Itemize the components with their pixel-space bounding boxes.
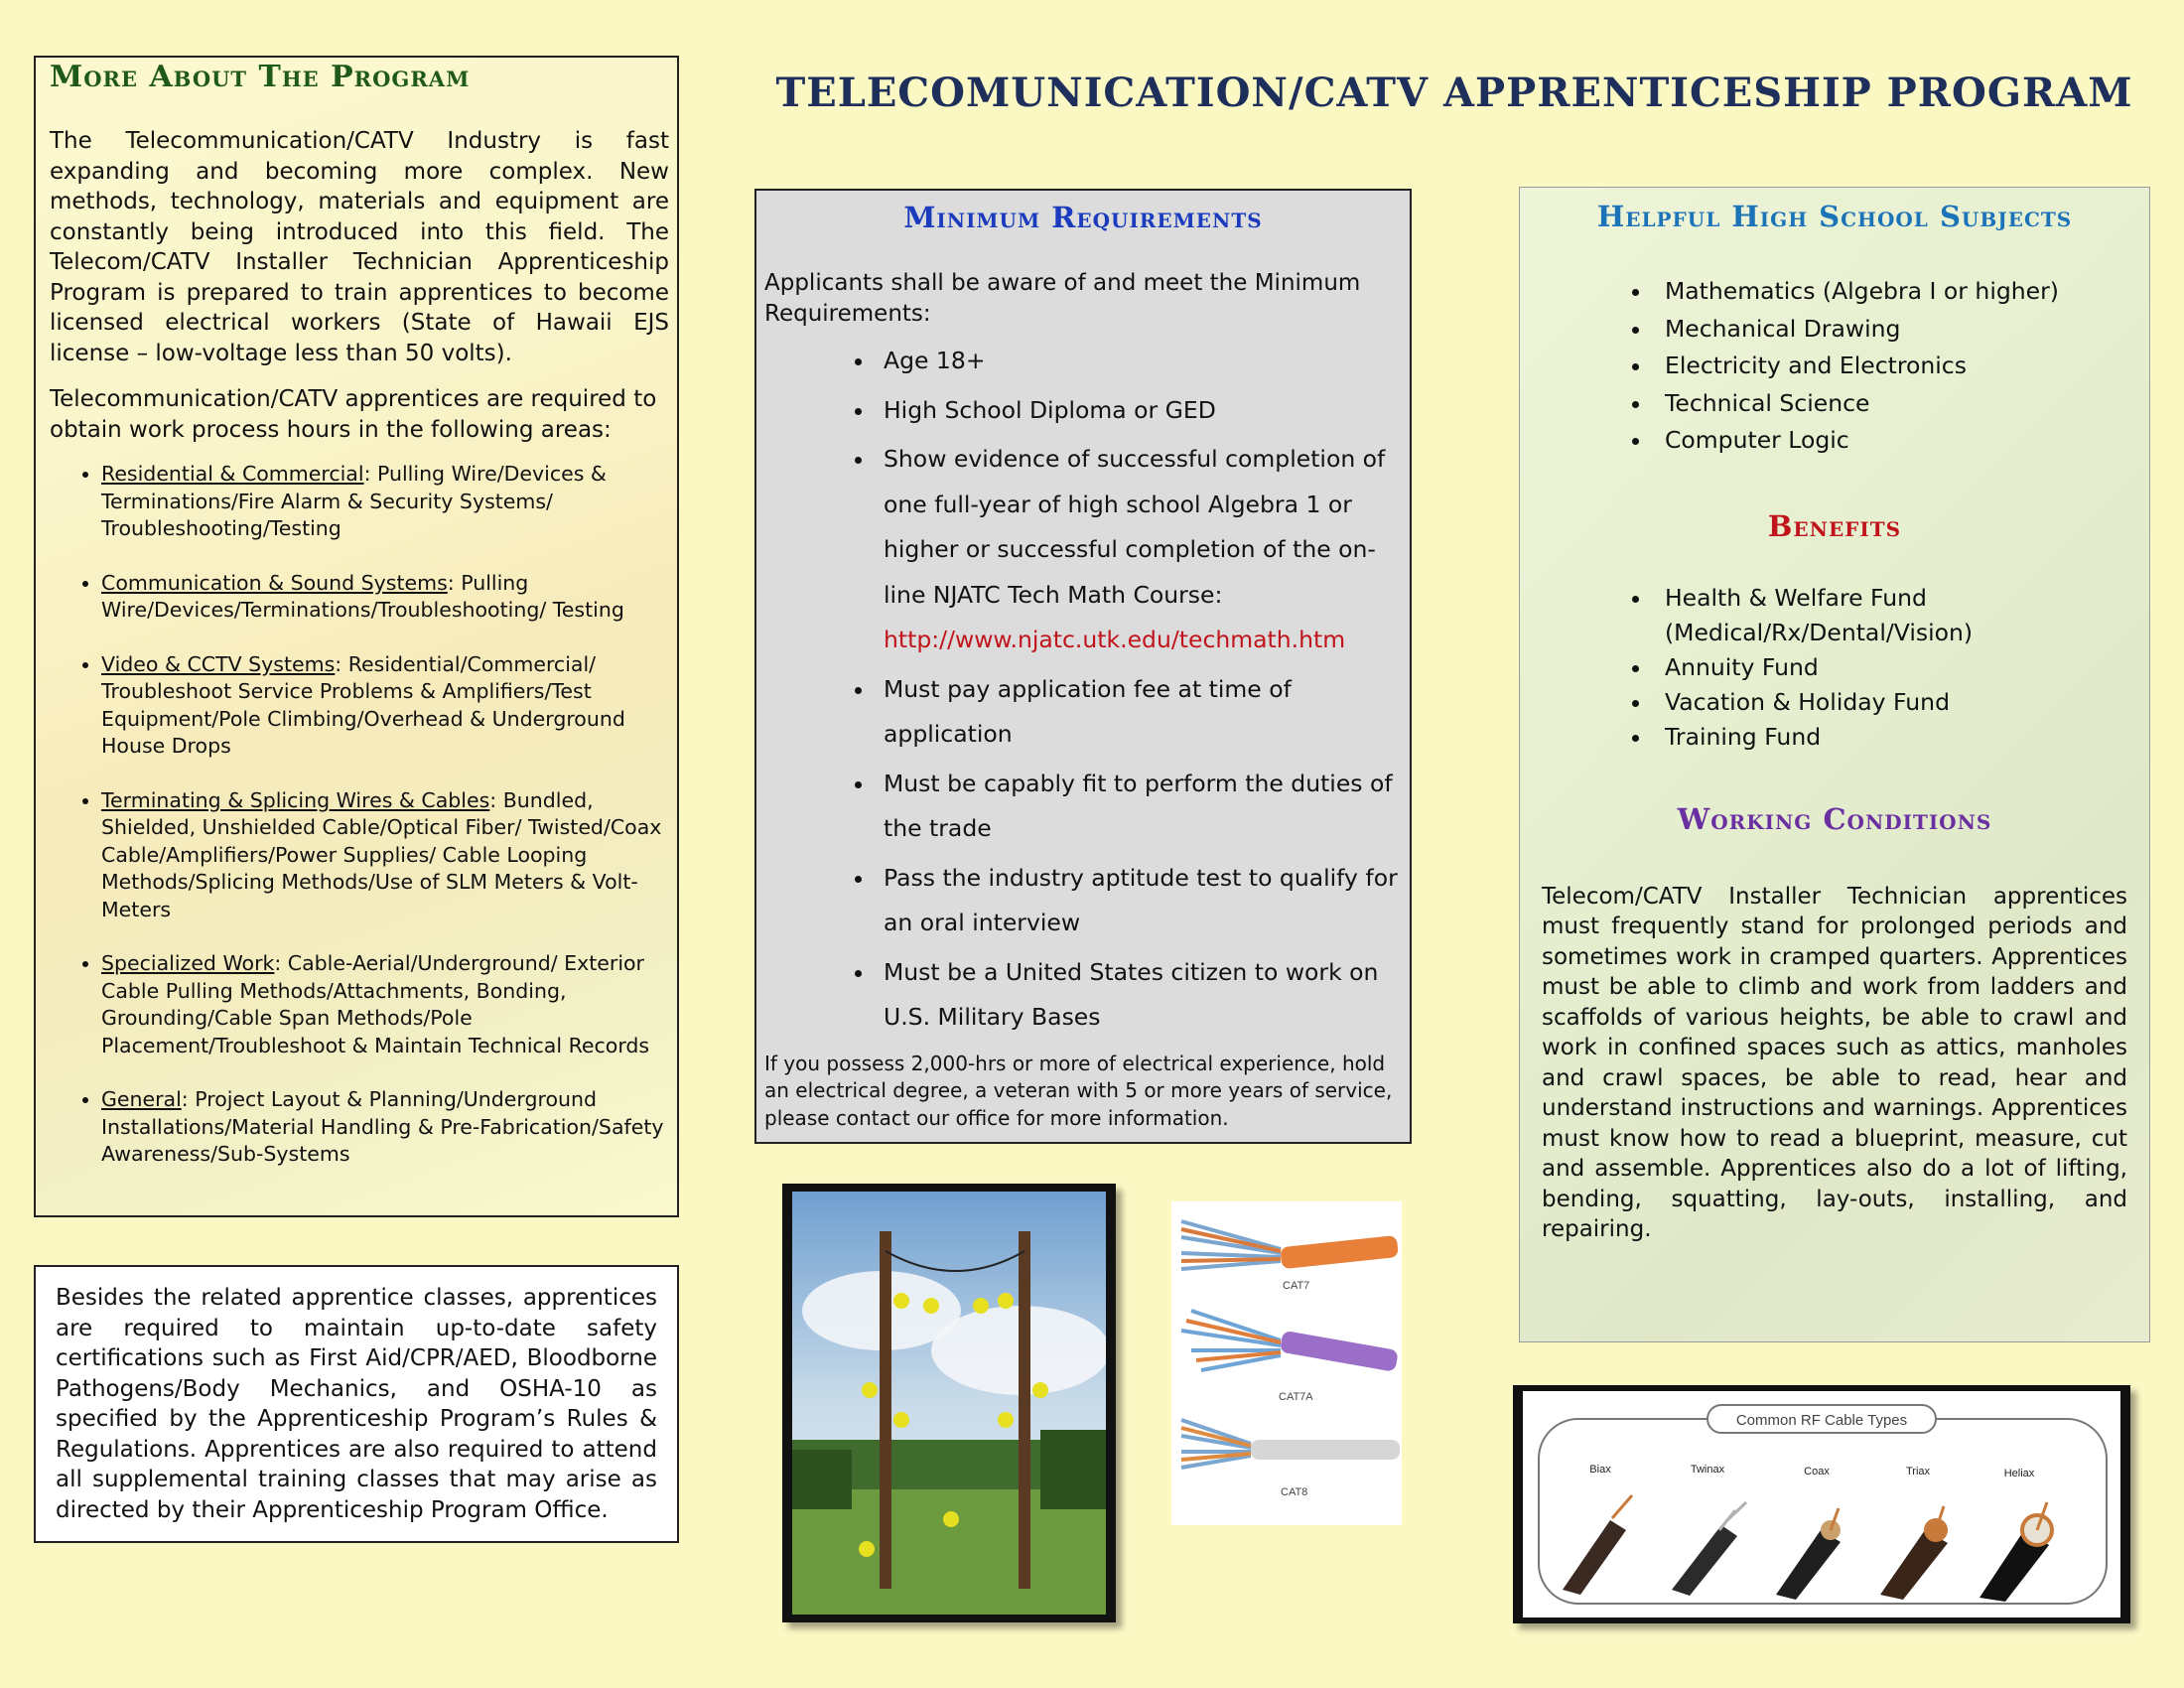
conditions-heading: Working Conditions <box>1677 801 1992 836</box>
area-detail: : Cable-Aerial/Underground/ Exterior Cable Pulling Methods/Attachments, Bonding, Grounding/Cable Span Methods/Pole Placement/Troubleshoot & Maintain Technical Records <box>101 951 650 1057</box>
experience-note: If you possess 2,000-hrs or more of electrical experience, hold an electrical degree, a veteran with 5 or more years of service, please contact our office for more information. <box>764 1051 1393 1130</box>
list-item: • Must pay application fee at time of application <box>876 667 1402 758</box>
list-item <box>101 950 669 1059</box>
rf-cables-illustration <box>1523 1391 2120 1618</box>
list-item: • Technical Science <box>1653 385 2133 423</box>
area-topic: General <box>101 1087 182 1111</box>
techmath-link[interactable]: http://www.njatc.utk.edu/techmath.htm <box>884 626 1346 653</box>
work-areas-list <box>50 461 669 1169</box>
page-title: TELECOMUNICATION/CATV APPRENTICESHIP PROGRAM <box>775 70 2133 116</box>
list-item: • Age 18+ <box>876 339 1402 384</box>
linemen-photo <box>782 1184 1116 1622</box>
area-topic: Terminating & Splicing Wires & Cables <box>101 787 490 812</box>
rf-type-label: Heliax <box>2003 1468 2035 1479</box>
rf-type-label: Coax <box>1804 1466 1830 1477</box>
requirements-list <box>764 339 1402 1041</box>
program-intro: The Telecommunication/CATV Industry is fast expanding and becoming more complex. New methods, technology, materials and equipment are constantly being introduced into this field. The Telecom/CATV Installer Technician Apprenticeship Program is prepared to train apprentices to become licensed electrical workers (State of Hawaii EJS license – low-voltage less than 50 volts). <box>50 128 669 366</box>
list-item <box>101 1086 669 1169</box>
list-item: • Must be a United States citizen to work on U.S. Military Bases <box>876 950 1402 1041</box>
algebra-requirement: Show evidence of successful completion of one full-year of high school Algebra 1 or higher or successful completion of the on-line NJATC Tech Math Course: <box>884 445 1386 609</box>
benefits-heading: Benefits <box>1767 508 1902 543</box>
cat-cables-illustration <box>1171 1201 1402 1525</box>
utility-poles-illustration <box>792 1192 1106 1615</box>
work-hours-lead: Telecommunication/CATV apprentices are required to obtain work process hours in the following areas: <box>50 386 657 443</box>
requirements-heading: Minimum Requirements <box>903 201 1263 234</box>
list-item <box>876 437 1402 663</box>
requirements-intro: Applicants shall be aware of and meet the Minimum Requirements: <box>764 270 1361 327</box>
list-item: • High School Diploma or GED <box>876 388 1402 434</box>
rf-cable-types-image <box>1513 1385 2130 1623</box>
area-detail: : Residential/Commercial/ Troubleshoot Service Problems & Amplifiers/Test Equipment/Pole Climbing/Overhead & Underground House Drops <box>101 651 625 758</box>
list-item <box>101 651 669 761</box>
list-item: • Computer Logic <box>1653 422 2133 460</box>
rf-type-label: Triax <box>1905 1466 1931 1477</box>
list-item: • Training Fund <box>1653 720 2133 755</box>
subjects-list <box>1536 273 2133 460</box>
area-topic: Video & CCTV Systems <box>101 651 336 676</box>
list-item: • Mathematics (Algebra I or higher) <box>1653 273 2133 311</box>
right-info-panel <box>1519 187 2150 1342</box>
area-detail: : Bundled, Shielded, Unshielded Cable/Optical Fiber/ Twisted/Coax Cable/Amplifiers/Power Supplies/ Cable Looping Methods/Splicing Methods/Use of SLM Meters & Volt-Meters <box>101 787 662 921</box>
list-item <box>101 461 669 543</box>
cat-label: CAT8 <box>1281 1486 1308 1498</box>
area-topic: Specialized Work <box>101 951 275 975</box>
conditions-text: Telecom/CATV Installer Technician apprentices must frequently stand for prolonged periods and sometimes work in cramped quarters. Apprentices must be able to climb and work from ladders and scaffolds of various heights, be able to crawl and work in confined spaces such as attics, manholes and crawl spaces, be able to read, hear and understand instructions and warnings. Apprentices must know how to read a blueprint, measure, cut and assemble. Apprentices also do a lot of lifting, bending, squatting, lay-outs, installing, and repairing. <box>1542 883 2127 1242</box>
list-item: • Pass the industry aptitude test to qualify for an oral interview <box>876 856 1402 946</box>
cat-label: CAT7 <box>1283 1280 1310 1292</box>
area-topic: Residential & Commercial <box>101 462 364 486</box>
subjects-heading: Helpful High School Subjects <box>1596 200 2073 233</box>
cat-cables-image <box>1171 1201 1402 1525</box>
more-about-heading: More About The Program <box>50 60 471 94</box>
list-item: • Annuity Fund <box>1653 650 2133 685</box>
area-detail: : Pulling Wire/Devices/Terminations/Troubleshooting/ Testing <box>101 570 624 622</box>
list-item: • Electricity and Electronics <box>1653 348 2133 385</box>
safety-certifications-box <box>34 1265 679 1543</box>
list-item: • Health & Welfare Fund (Medical/Rx/Dental/Vision) <box>1653 581 2133 650</box>
cat-label: CAT7A <box>1279 1391 1313 1403</box>
safety-text: Besides the related apprentice classes, apprentices are required to maintain up-to-date safety certifications such as First Aid/CPR/AED, Bloodborne Pathogens/Body Mechanics, and OSHA-10 as specified by the Apprenticeship Program’s Rules & Regulations. Apprentices are also required to attend all supplemental training classes that may arise as directed by their Apprenticeship Program Office. <box>56 1285 657 1523</box>
area-topic: Communication & Sound Systems <box>101 570 448 595</box>
rf-type-label: Twinax <box>1690 1464 1725 1476</box>
list-item: • Vacation & Holiday Fund <box>1653 685 2133 720</box>
benefits-list <box>1536 581 2133 755</box>
list-item: • Must be capably fit to perform the duties of the trade <box>876 762 1402 852</box>
minimum-requirements-panel <box>754 189 1412 1144</box>
area-detail: : Pulling Wire/Devices & Terminations/Fire Alarm & Security Systems/ Troubleshooting/Testing <box>101 462 607 540</box>
area-detail: : Project Layout & Planning/Underground Installations/Material Handling & Pre-Fabrication/Safety Awareness/Sub-Systems <box>101 1087 664 1166</box>
rf-title: Common RF Cable Types <box>1735 1412 1908 1429</box>
more-about-panel <box>34 56 679 1217</box>
list-item <box>101 570 669 625</box>
list-item: • Mechanical Drawing <box>1653 311 2133 349</box>
rf-type-label: Biax <box>1589 1464 1611 1476</box>
list-item <box>101 787 669 924</box>
